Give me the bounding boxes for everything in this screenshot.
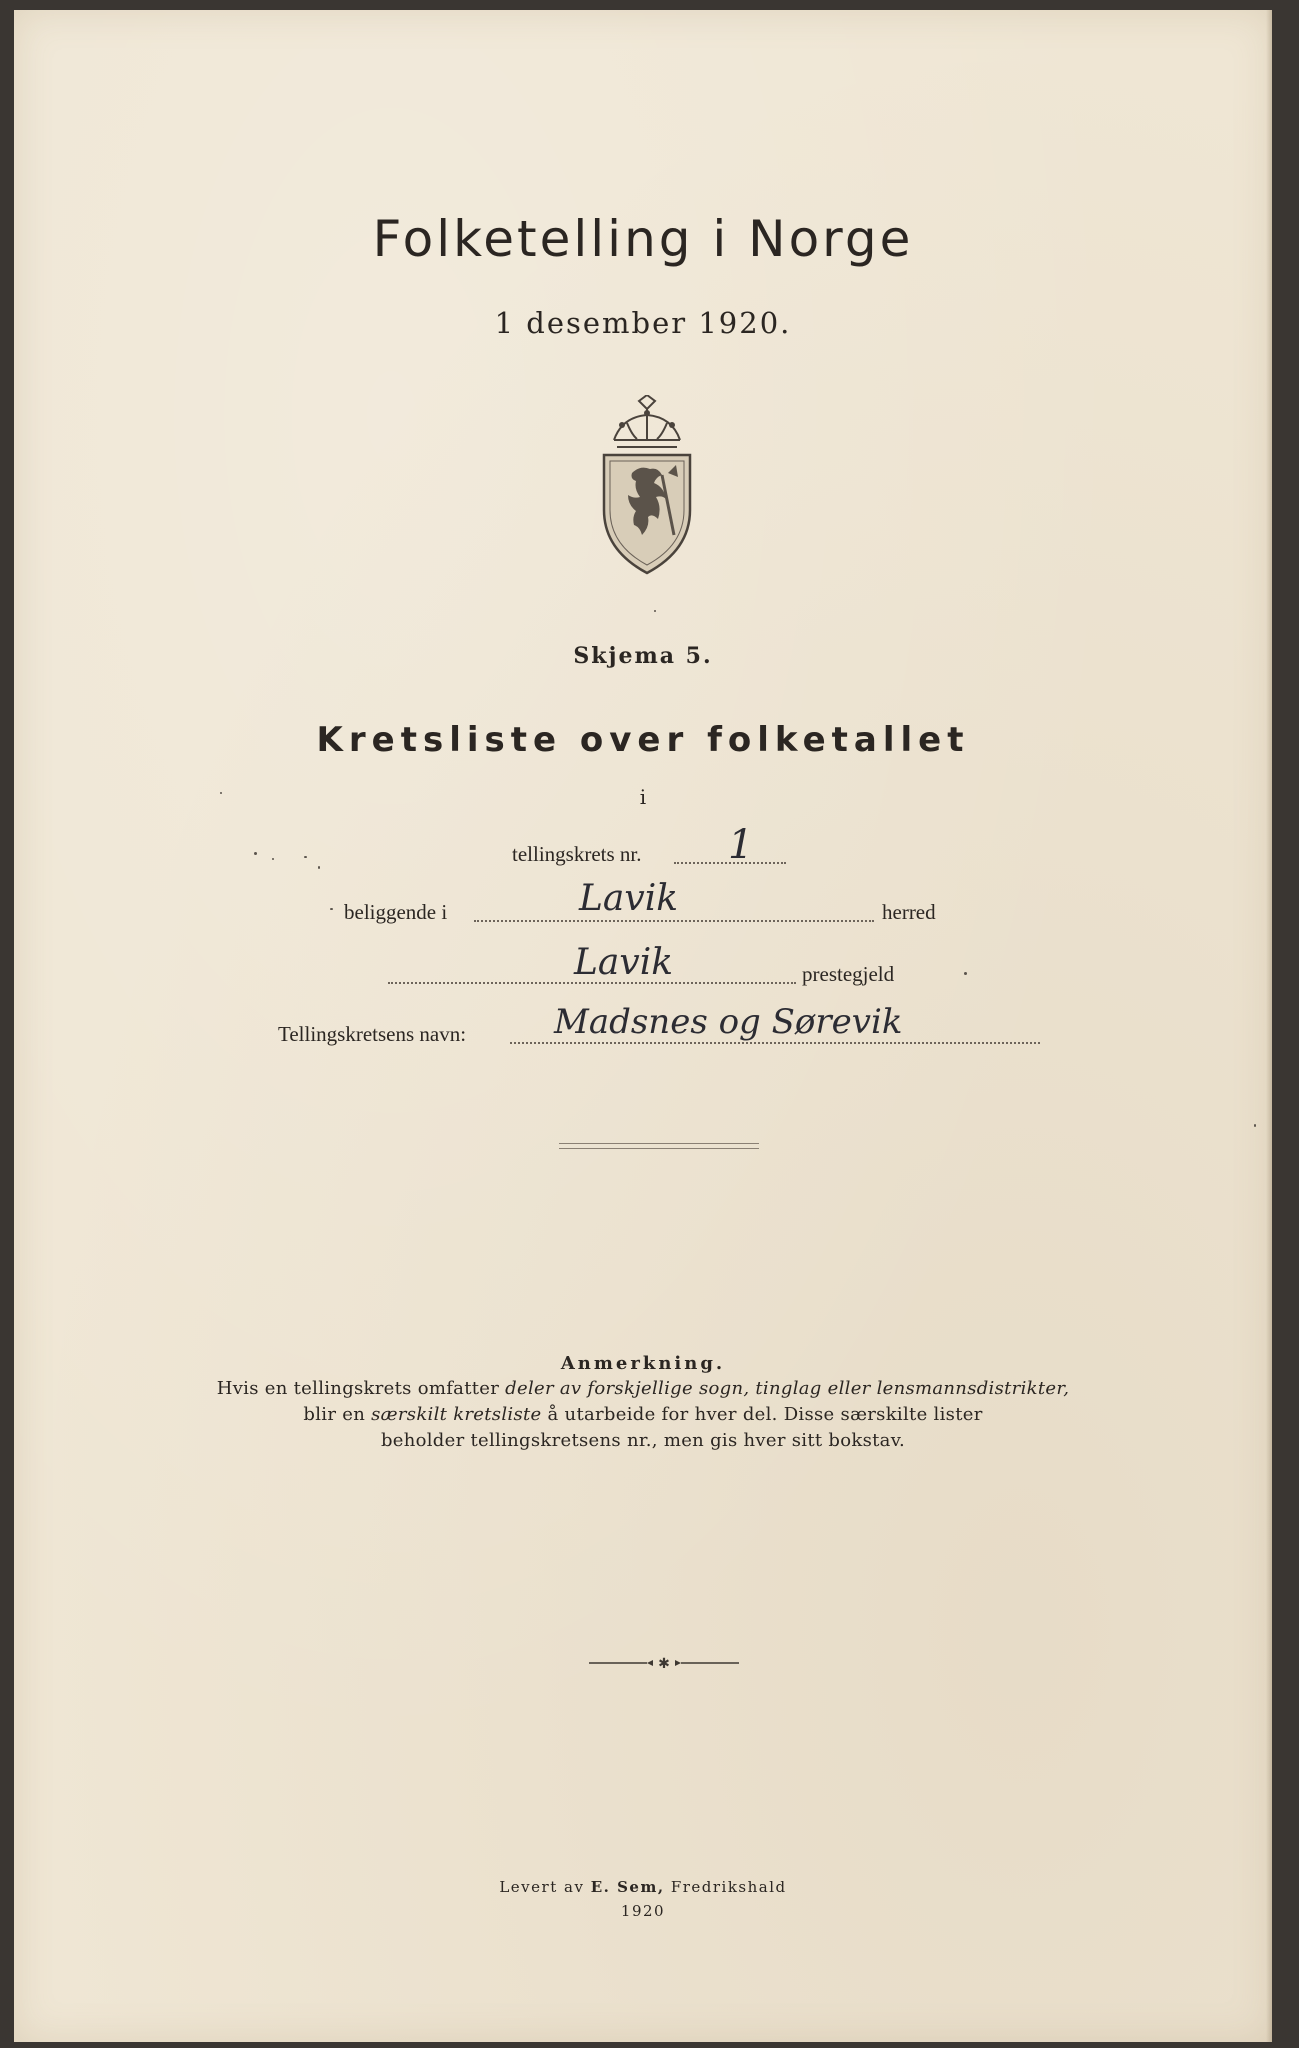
district-name-label: Tellingskretsens navn: <box>278 1022 467 1046</box>
svg-text:✱: ✱ <box>658 1656 670 1670</box>
district-number-label: tellingskrets nr. <box>512 842 642 866</box>
prestegjeld-label: prestegjeld <box>802 962 895 986</box>
note-heading: Anmerkning. <box>560 1353 726 1374</box>
printer-prefix: Levert av <box>499 1878 591 1896</box>
prestegjeld-value: Lavik <box>574 942 674 983</box>
note-line-1 <box>14 1378 1272 1399</box>
note-line-2-text-a: blir en <box>303 1404 372 1425</box>
note-line-2 <box>14 1404 1272 1425</box>
printer-credit <box>14 1878 1272 1896</box>
document-page <box>14 10 1272 2042</box>
ornament-divider-icon <box>589 1656 739 1670</box>
note-line-2-emphasis: særskilt kretsliste <box>371 1404 542 1425</box>
preposition-i: i <box>639 785 647 809</box>
schema-number: Skjema 5. <box>573 643 713 669</box>
district-name-value: Madsnes og Sørevik <box>554 1002 903 1042</box>
district-name-line <box>510 1042 1040 1044</box>
norwegian-coat-of-arms-icon <box>592 395 702 575</box>
herred-line <box>474 920 874 922</box>
herred-value: Lavik <box>579 878 679 919</box>
note-line-1-text: Hvis en tellingskrets omfatter <box>216 1378 506 1399</box>
note-line-2-text-c: å utarbeide for hver del. Disse særskilte lister <box>541 1404 983 1425</box>
form-heading: Kretsliste over folketallet <box>316 720 970 760</box>
printer-name: E. Sem, <box>590 1878 665 1896</box>
census-date: 1 desember 1920. <box>494 306 792 340</box>
located-in-label: beliggende i <box>344 900 448 924</box>
note-line-3: beholder tellingskretsens nr., men gis hver sitt bokstav. <box>380 1430 906 1451</box>
note-line-1-emphasis: deler av forskjellige sogn, tinglag eller lensmannsdistrikter, <box>505 1378 1070 1399</box>
printer-year: 1920 <box>620 1902 666 1920</box>
district-number-value: 1 <box>728 822 754 868</box>
document-title: Folketelling i Norge <box>372 210 914 268</box>
printer-city: Fredrikshald <box>664 1878 787 1896</box>
herred-label: herred <box>882 900 936 924</box>
section-divider <box>559 1143 759 1149</box>
